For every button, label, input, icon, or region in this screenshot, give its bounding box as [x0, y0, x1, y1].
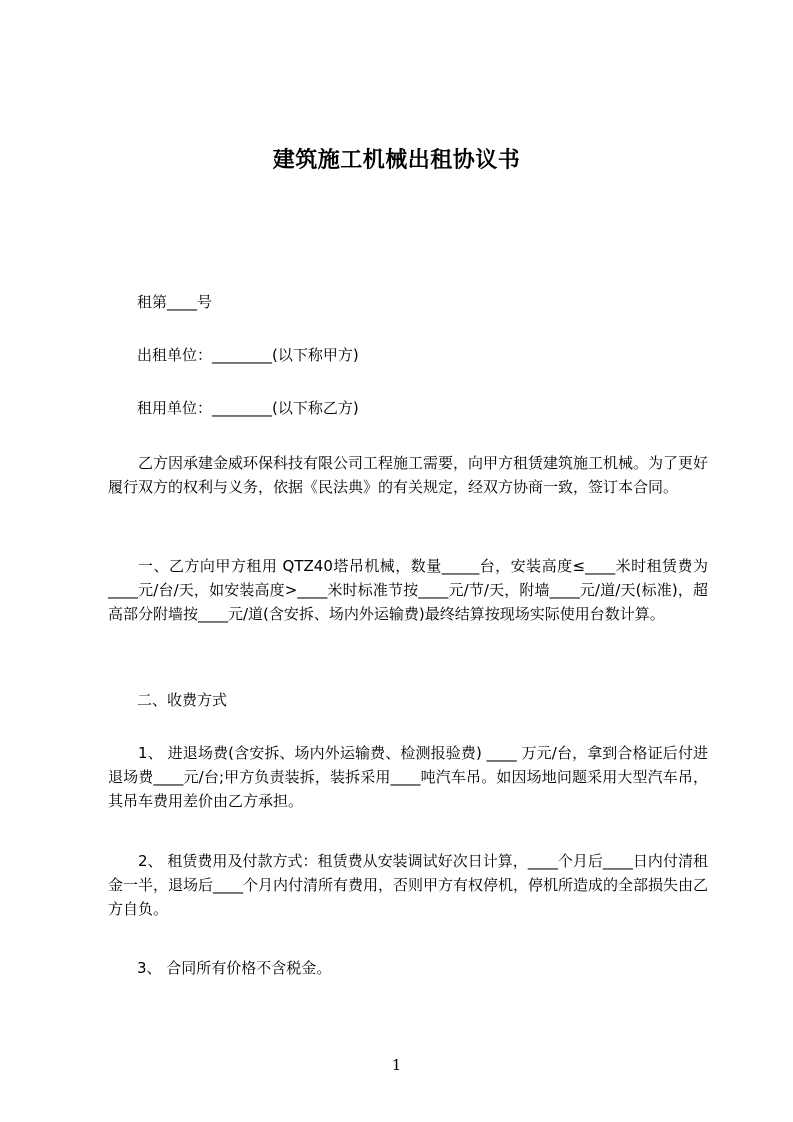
- lessee-line: 租用单位：________(以下称乙方): [137, 399, 359, 417]
- section-2-heading: 二、收费方式: [137, 691, 228, 709]
- lessor-line: 出租单位：________(以下称甲方): [137, 346, 359, 364]
- page-number: 1: [391, 1056, 402, 1074]
- intro-paragraph: 乙方因承建金威环保科技有限公司工程施工需要，向甲方租赁建筑施工机械。为了更好履行双方的权利与义务，依据《民法典》的有关规定，经双方协商一致，签订本合同。: [108, 454, 709, 496]
- fee-item-2-paragraph: 2、 租赁费用及付款方式：租赁费从安装调试好次日计算，____个月后____日内付清租金一半，退场后____个月内付清所有费用，否则甲方有权停机，停机所造成的全部损失由乙方自负。: [108, 852, 709, 918]
- document-title: 建筑施工机械出租协议书: [272, 148, 521, 173]
- fee-item-3-line: 3、 合同所有价格不含税金。: [137, 959, 332, 977]
- fee-item-1-paragraph: 1、 进退场费(含安拆、场内外运输费、检测报验费) ____ 万元/台，拿到合格证后付进退场费____元/台;甲方负责装拆，装拆采用____吨汽车吊。如因场地问题采用大型汽车吊，其吊车费用差价由乙方承担。: [108, 744, 708, 810]
- contract-number-line: 租第____号: [137, 293, 213, 311]
- clause-1-paragraph: 一、乙方向甲方租用 QTZ40塔吊机械，数量_____台，安装高度≤____米时租赁费为____元/台/天，如安装高度>____米时标准节按____元/节/天，附墙____元/道/天(标准)，超高部分附墙按____元/道(含安拆、场内外运输费)最终结算按现场实际使用台数计算。: [108, 557, 708, 623]
